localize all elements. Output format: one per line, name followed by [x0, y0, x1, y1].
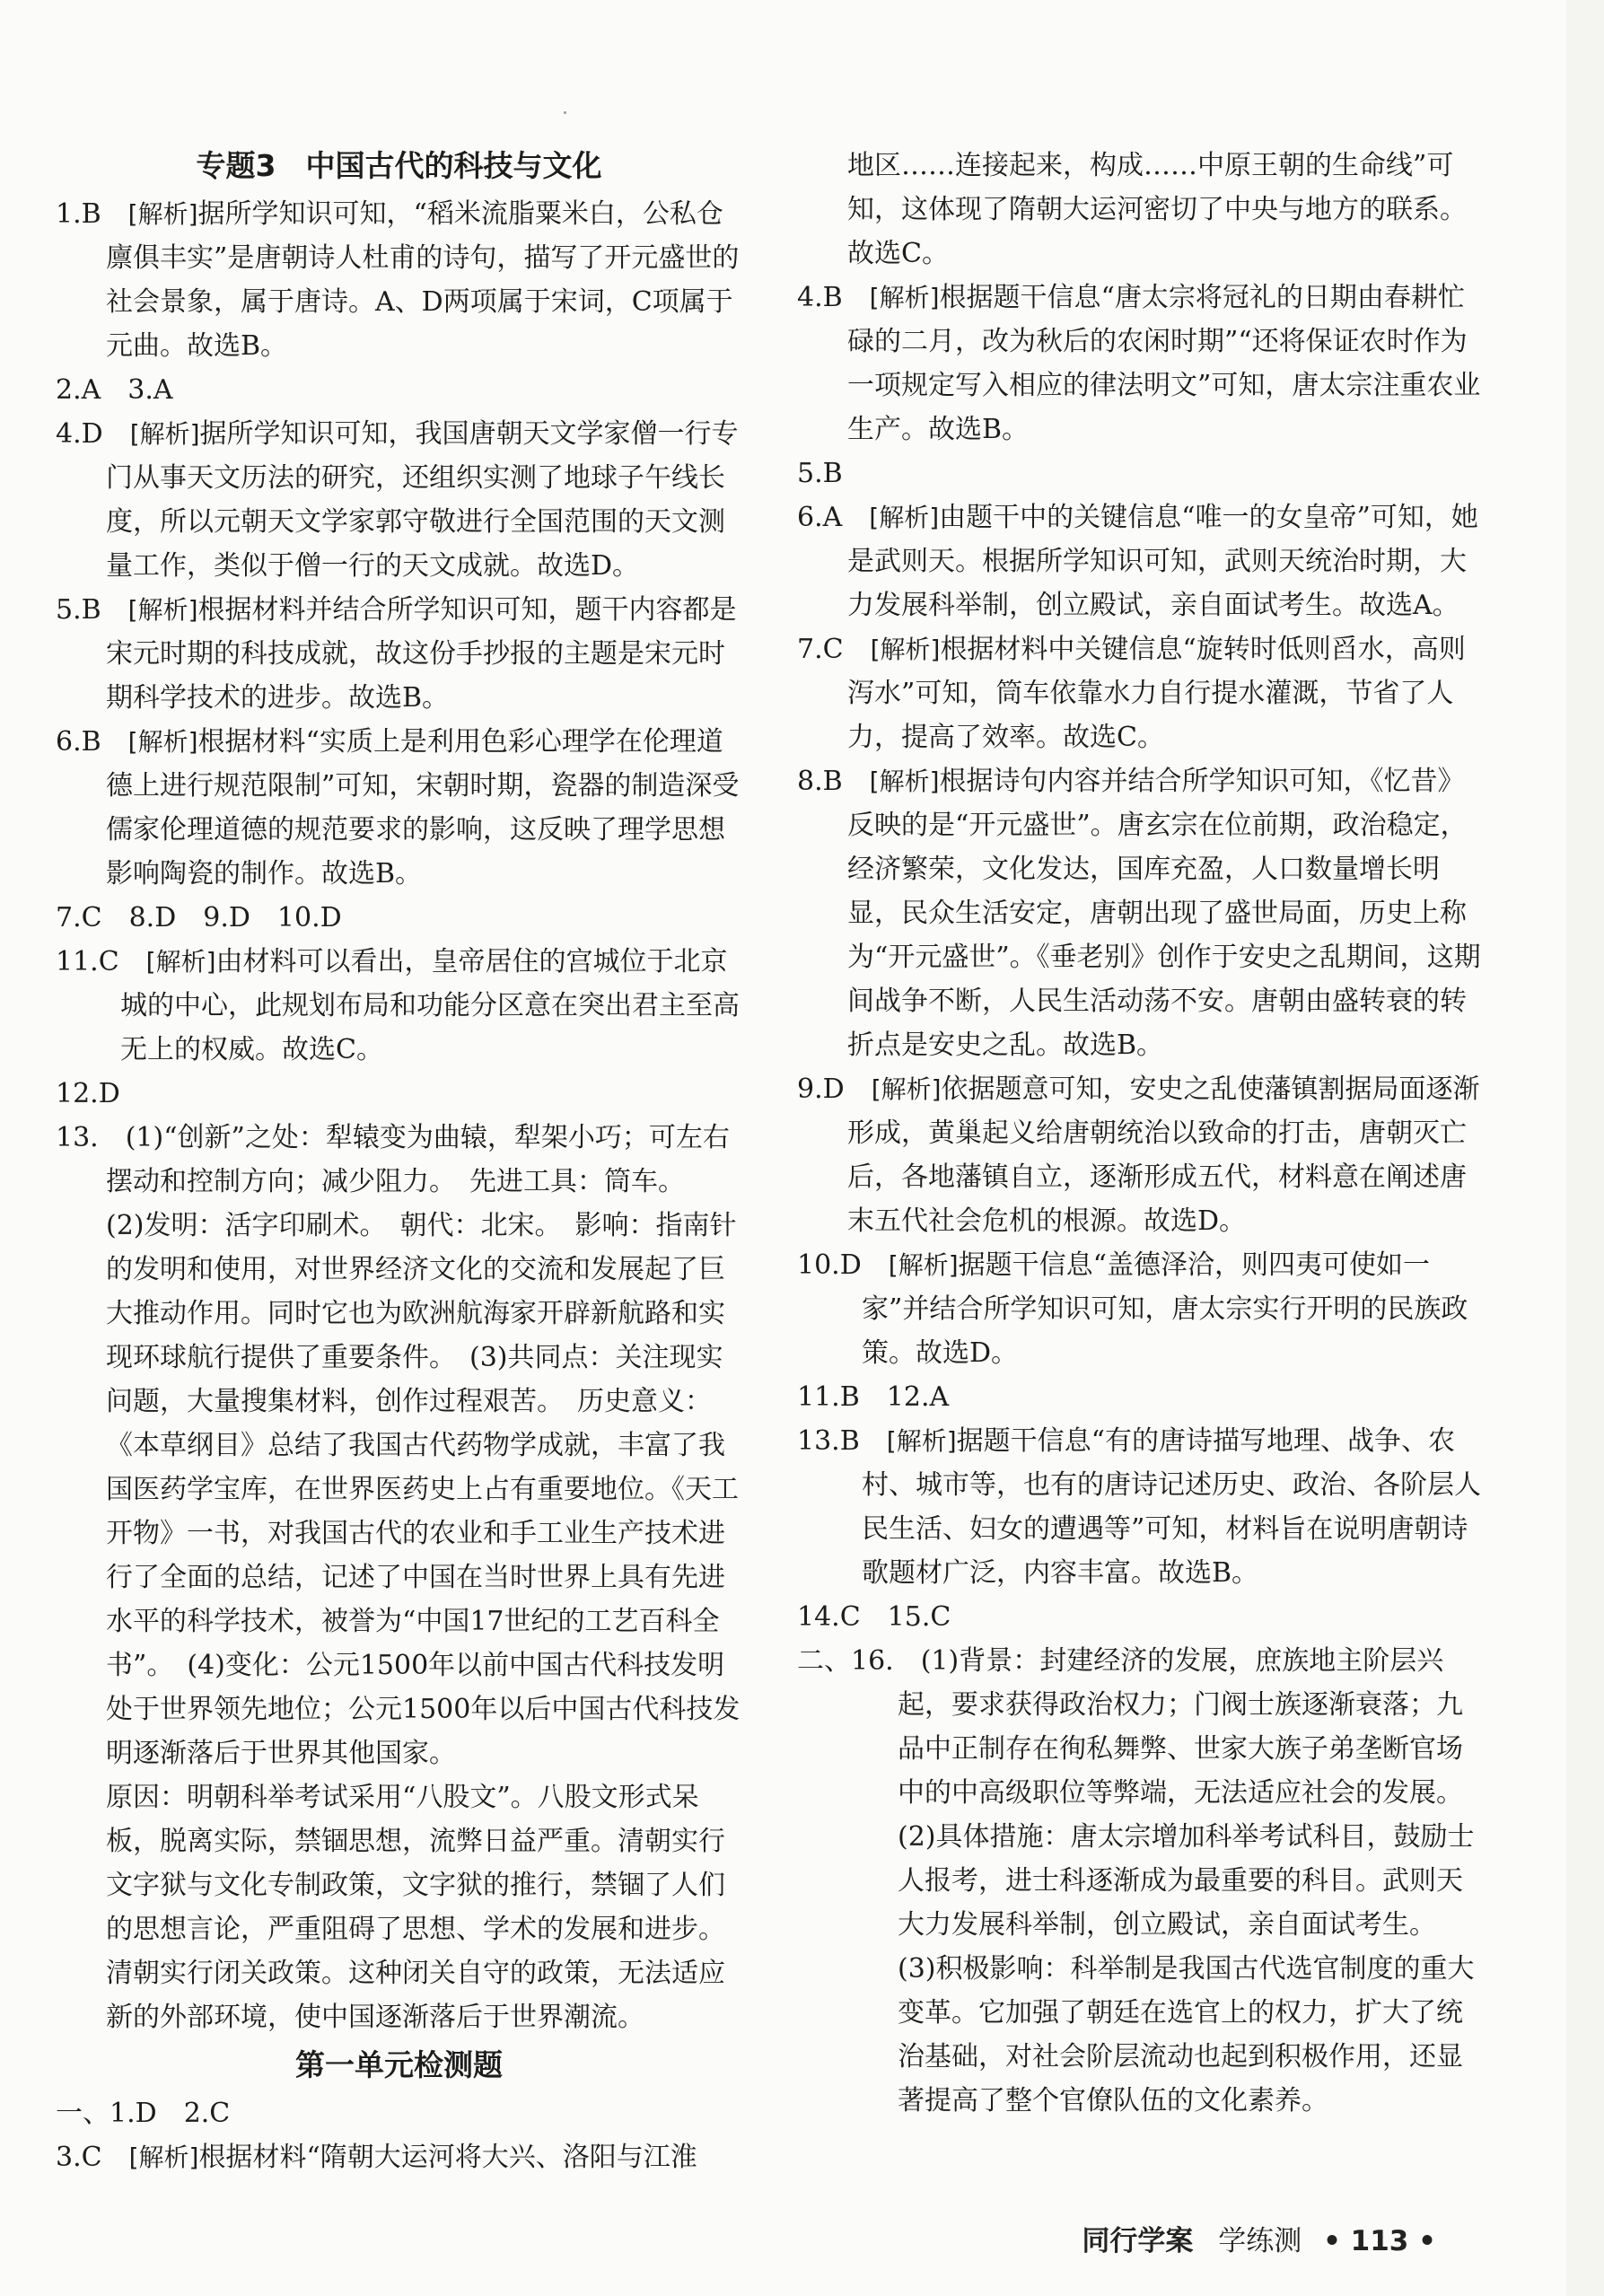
answer-item — [56, 1775, 742, 2039]
answer-item — [56, 412, 742, 588]
answer-number: 3.C — [56, 2142, 102, 2173]
answer-number: 10.D — [797, 1249, 862, 1281]
answer-number: 5.B — [797, 458, 843, 489]
analysis-tag: [解析] — [870, 635, 941, 664]
answer-number: 4.B — [797, 282, 843, 313]
right-answer-list — [797, 144, 1484, 2123]
answer-item — [56, 2135, 742, 2179]
analysis-tag: [解析] — [869, 767, 940, 796]
answer-text: 3.A — [127, 374, 173, 406]
answer-item — [797, 1419, 1484, 1595]
answer-text: 依据题意可知，安史之乱使藩镇割据局面逐渐形成，黄巢起义给唐朝统治以致命的打击，唐朝灭亡后，各地藩镇自立，逐渐形成五代，材料意在阐述唐末五代社会危机的根源。故选D。 — [847, 1074, 1480, 1237]
footer-subtitle: 学练测 — [1218, 2225, 1302, 2257]
answer-number: 6.A — [797, 502, 843, 533]
analysis-tag: [解析] — [127, 199, 198, 229]
answer-text: 据所学知识可知，“稻米流脂粟米白，公私仓廪俱丰实”是唐朝诗人杜甫的诗句，描写了开元盛世的社会景象，属于唐诗。A、D两项属于宋词，C项属于元曲。故选B。 — [106, 198, 740, 362]
answer-item — [797, 495, 1484, 627]
answer-number: 一、1.D — [56, 2098, 157, 2129]
analysis-tag: [解析] — [888, 1250, 959, 1280]
answer-text: 据题干信息“盖德泽洽，则四夷可使如一家”并结合所学知识可知，唐太宗实行开明的民族政策。故选D。 — [862, 1249, 1468, 1369]
analysis-tag: [解析] — [129, 419, 200, 449]
analysis-tag: [解析] — [128, 2143, 199, 2172]
answer-item — [797, 759, 1484, 1067]
analysis-tag: [解析] — [127, 595, 198, 625]
answer-item — [56, 192, 742, 368]
answer-number: 7.C — [797, 634, 844, 665]
answer-text: 根据材料并结合所学知识可知，题干内容都是宋元时期的科技成就，故这份手抄报的主题是宋元时期科学技术的进步。故选B。 — [106, 594, 737, 714]
analysis-tag: [解析] — [127, 727, 198, 757]
answer-item — [797, 276, 1484, 451]
answer-text: 原因：明朝科举考试采用“八股文”。八股文形式呆板，脱离实际，禁锢思想，流弊日益严重。清朝实行文字狱与文化专制政策，文字狱的推行，禁锢了人们的思想言论，严重阻碍了思想、学术的发展和进步。清朝实行闭关政策。这种闭关自守的政策，无法适应新的外部环境，使中国逐渐落后于世界潮流。 — [106, 1782, 725, 2033]
left-answer-list — [56, 192, 742, 2039]
answer-item — [797, 1595, 1484, 1639]
answer-text: 15.C — [887, 1601, 951, 1633]
section-title: 专题3 中国古代的科技与文化 — [196, 148, 602, 183]
analysis-tag: [解析] — [871, 1074, 942, 1104]
answer-text: 由材料可以看出，皇帝居住的宫城位于北京城的中心，此规划布局和功能分区意在突出君主至高无上的权威。故选C。 — [120, 946, 740, 1065]
answer-item — [56, 368, 742, 412]
answer-text: 据题干信息“有的唐诗描写地理、战争、农村、城市等，也有的唐诗记述历史、政治、各阶层人民生活、妇女的遭遇等”可知，材料旨在说明唐朝诗歌题材广泛，内容丰富。故选B。 — [862, 1425, 1481, 1589]
answer-item — [797, 1639, 1484, 2123]
answer-item — [56, 2091, 742, 2135]
answer-number: 1.B — [56, 198, 101, 230]
answer-number: 2.A — [56, 374, 101, 406]
unit-title: 第一单元检测题 — [295, 2047, 503, 2082]
answer-item — [797, 627, 1484, 759]
page-footer — [1082, 2218, 1436, 2258]
analysis-tag: [解析] — [869, 503, 940, 532]
answer-text: 根据诗句内容并结合所学知识可知，《忆昔》反映的是“开元盛世”。唐玄宗在位前期，政治稳定，经济繁荣，文化发达，国库充盈，人口数量增长明显，民众生活安定，唐朝出现了盛世局面，历史上称为“开元盛世”。《垂老别》创作于安史之乱期间，这期间战争不断，人民生活动荡不安。唐朝由盛转衰的转折点是安史之乱。故选B。 — [847, 766, 1481, 1061]
answer-text: 根据材料中关键信息“旋转时低则舀水，高则泻水”可知，筒车依靠水力自行提水灌溉，节省了人力，提高了效率。故选C。 — [847, 634, 1466, 753]
answer-text: 12.A — [886, 1381, 950, 1413]
answer-number: 二、16. — [797, 1645, 894, 1677]
answer-text: 8.D 9.D 10.D — [128, 902, 342, 933]
answer-text: 根据材料“隋朝大运河将大兴、洛阳与江淮 — [198, 2142, 697, 2173]
answer-text: (2)发明：活字印刷术。 朝代：北宋。 影响：指南针的发明和使用，对世界经济文化的交流和发展起了巨大推动作用。同时它也为欧洲航海家开辟新航路和实现环球航行提供了重要条件。 (3)共同点：关注现实问题，大量搜集材料，创作过程艰苦。 历史意义：《本草纲目》总结了我国古代药物学成就，丰富了我国医药学宝库，在世界医药史上占有重要地位。《天工开物》一书，对我国古代的农业和手工业生产技术进行了全面的总结，记述了中国在当时世界上具有先进水平的科学技术，被誉为“中国17世纪的工艺百科全书”。 (4)变化：公元1500年以前中国古代科技发明处于世界领先地位；公元1500年以后中国古代科技发明逐渐落后于世界其他国家。 — [106, 1210, 741, 1769]
answer-text: 由题干中的关键信息“唯一的女皇帝”可知，她是武则天。根据所学知识可知，武则天统治时期，大力发展科举制，创立殿试，亲自面试考生。故选A。 — [847, 502, 1478, 621]
answer-number: 13.B — [797, 1425, 860, 1457]
answer-number: 11.C — [56, 946, 119, 977]
answer-text: 据所学知识可知，我国唐朝天文学家僧一行专门从事天文历法的研究，还组织实测了地球子午线长度，所以元朝天文学家郭守敬进行全国范围的天文测量工作，类似于僧一行的天文成就。故选D。 — [106, 418, 739, 582]
answer-item — [56, 896, 742, 940]
answer-text: 根据题干信息“唐太宗将冠礼的日期由春耕忙碌的二月，改为秋后的农闲时期”“还将保证农时作为一项规定写入相应的律法明文”可知，唐太宗注重农业生产。故选B。 — [847, 282, 1481, 445]
answer-number: 5.B — [56, 594, 101, 626]
answer-item — [56, 1072, 742, 1116]
right-column — [797, 144, 1484, 2123]
answer-number: 11.B — [797, 1381, 860, 1413]
answer-number: 8.B — [797, 766, 843, 797]
print-mark — [564, 111, 566, 114]
page-number: • 113 • — [1323, 2225, 1436, 2257]
footer-brand: 同行学案 — [1082, 2225, 1194, 2257]
answer-text: (1)背景：封建经济的发展，庶族地主阶层兴起，要求获得政治权力；门阀士族逐渐衰落；九品中正制存在徇私舞弊、世家大族子弟垄断官场中的中高级职位等弊端，无法适应社会的发展。 (2)具体措施：唐太宗增加科举考试科目，鼓励士人报考，进士科逐渐成为最重要的科目。武则天大力发展科举制，创立殿试，亲自面试考生。 (3)积极影响：科举制是我国古代选官制度的重大变革。它加强了朝廷在选官上的权力，扩大了统治基础，对社会阶层流动也起到积极作用，还显著提高了整个官僚队伍的文化素养。 — [898, 1645, 1477, 2116]
answer-item — [56, 588, 742, 720]
answer-number: 6.B — [56, 726, 101, 758]
answer-item — [56, 1116, 742, 1204]
answer-item — [797, 1067, 1484, 1243]
answer-number: 13. — [56, 1122, 99, 1153]
answer-number: 12.D — [56, 1078, 120, 1109]
unit-answer-list — [56, 2091, 742, 2179]
left-column — [56, 144, 742, 2179]
answer-text: 2.C — [183, 2098, 231, 2129]
answer-number: 9.D — [797, 1074, 845, 1105]
answer-item — [797, 1375, 1484, 1419]
answer-item — [56, 940, 742, 1072]
answer-item — [56, 1204, 742, 1775]
analysis-tag: [解析] — [145, 947, 216, 977]
answer-item — [797, 144, 1484, 276]
answer-number: 4.D — [56, 418, 103, 450]
analysis-tag: [解析] — [869, 283, 940, 312]
answer-text: 地区……连接起来，构成……中原王朝的生命线”可知，这体现了隋朝大运河密切了中央与地方的联系。故选C。 — [847, 150, 1467, 269]
answer-item — [797, 1243, 1484, 1375]
answer-text: (1)“创新”之处：犁辕变为曲辕，犁架小巧；可左右摆动和控制方向；减少阻力。 先进工具：筒车。 — [106, 1122, 730, 1197]
answer-number: 7.C — [56, 902, 102, 933]
answer-number: 14.C — [797, 1601, 861, 1633]
analysis-tag: [解析] — [886, 1426, 957, 1456]
answer-text: 根据材料“实质上是利用色彩心理学在伦理道德上进行规范限制”可知，宋朝时期，瓷器的制造深受儒家伦理道德的规范要求的影响，这反映了理学思想影响陶瓷的制作。故选B。 — [106, 726, 740, 889]
answer-item — [797, 451, 1484, 495]
answer-item — [56, 720, 742, 896]
